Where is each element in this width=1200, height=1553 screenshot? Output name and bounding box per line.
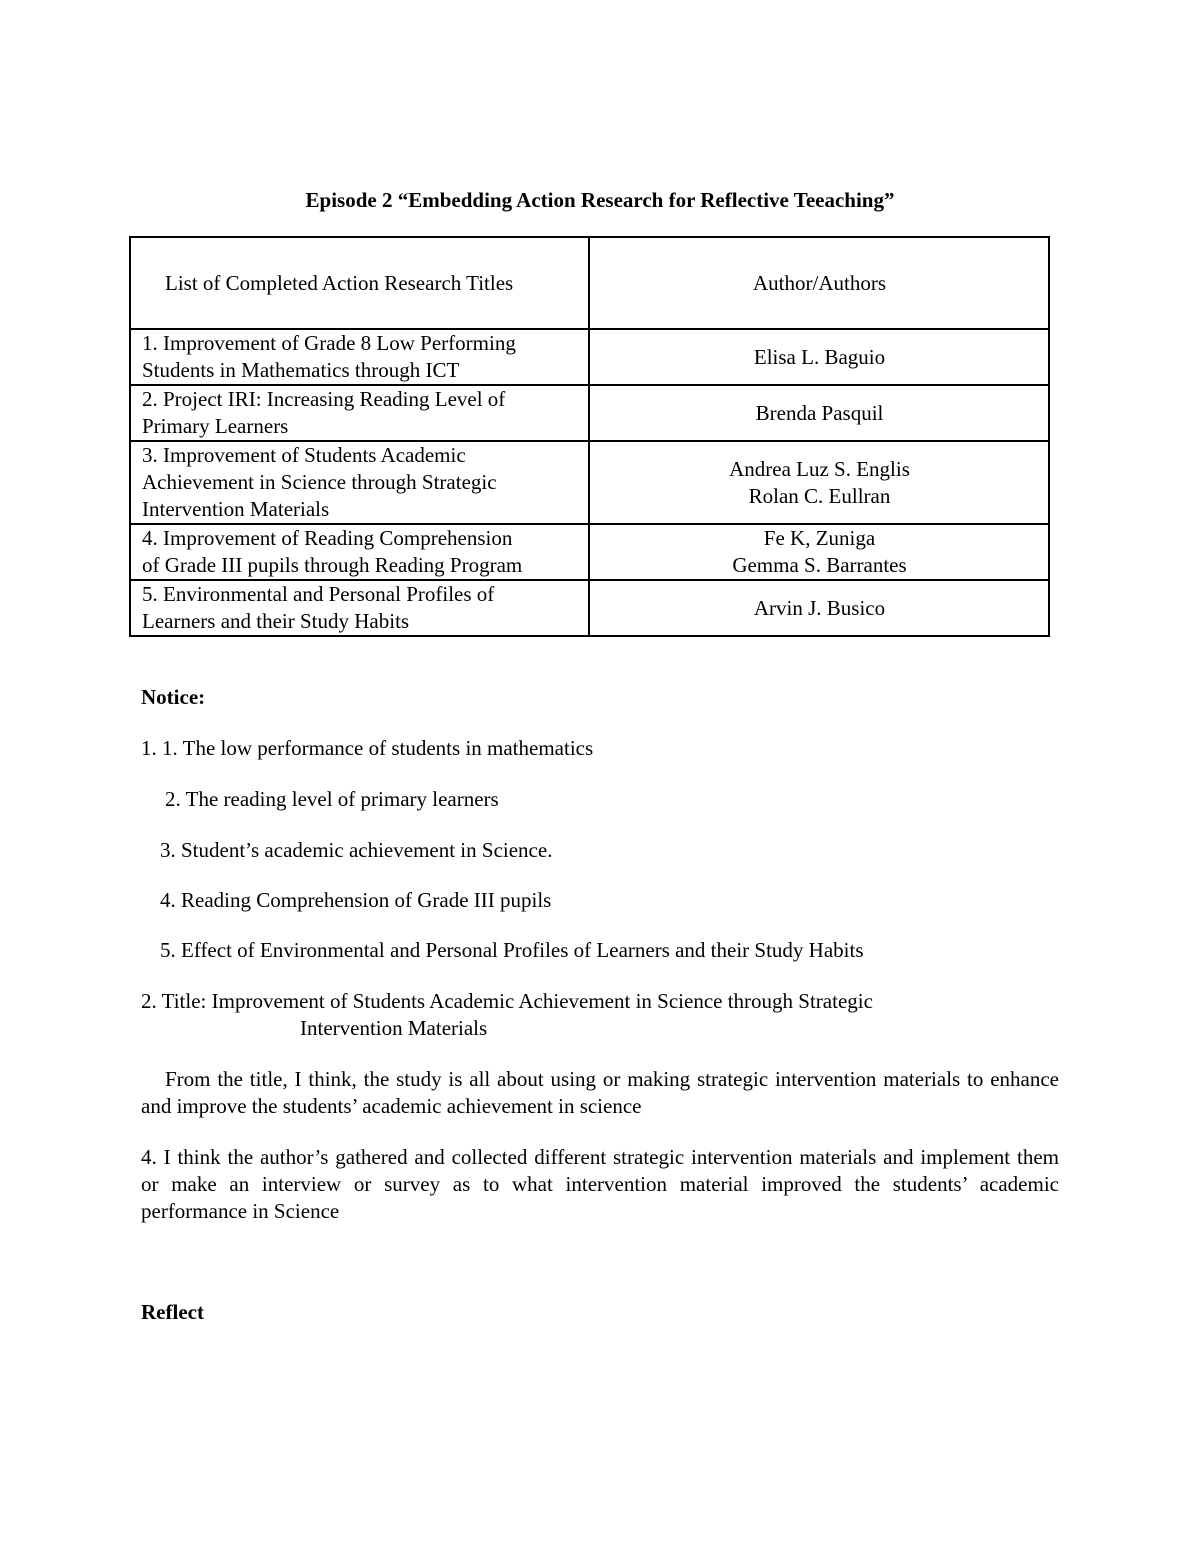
notice-item: 3. Student’s academic achievement in Science. <box>160 838 553 862</box>
paragraph-title-interpretation: From the title, I think, the study is all about using or making strategic intervention materials to enhance and improve the students’ academic achievement in science <box>141 1067 1059 1118</box>
item2-title-line: 2. Title: Improvement of Students Academic Achievement in Science through Strategic <box>141 989 873 1013</box>
title-line: 5. Environmental and Personal Profiles of <box>142 582 495 606</box>
table-row <box>130 580 1049 636</box>
author-cell <box>589 329 1049 385</box>
table-row <box>130 385 1049 441</box>
title-line: Achievement in Science through Strategic <box>142 470 497 494</box>
table-row <box>130 441 1049 524</box>
author-cell <box>589 385 1049 441</box>
title-line: 2. Project IRI: Increasing Reading Level of <box>142 387 506 411</box>
research-titles-table <box>129 236 1050 637</box>
title-line: of Grade III pupils through Reading Program <box>142 553 523 577</box>
title-line: 1. Improvement of Grade 8 Low Performing <box>142 331 516 355</box>
reflect-heading: Reflect <box>141 1300 204 1324</box>
author-name: Brenda Pasquil <box>755 400 884 425</box>
notice-item: 2. The reading level of primary learners <box>165 787 499 811</box>
table-header-row <box>130 237 1049 329</box>
notice-item: 4. Reading Comprehension of Grade III pupils <box>160 888 552 912</box>
research-title-cell <box>130 385 589 441</box>
table-row <box>130 329 1049 385</box>
author-name: Gemma S. Barrantes <box>732 553 907 577</box>
author-name: Andrea Luz S. Englis <box>729 456 910 481</box>
paragraph-author-method: 4. I think the author’s gathered and collected different strategic intervention materials and implement them or make an interview or survey as to what intervention material improved the students’ academic performance in Science <box>141 1145 1059 1223</box>
title-line: 3. Improvement of Students Academic <box>142 443 466 467</box>
author-name: Elisa L. Baguio <box>753 344 886 369</box>
title-line: Learners and their Study Habits <box>142 609 410 633</box>
author-name: Rolan C. Eullran <box>748 483 891 508</box>
item2-title-line: Intervention Materials <box>300 1016 488 1040</box>
document-title: Episode 2 “Embedding Action Research for Reflective Teeaching” <box>305 188 895 212</box>
title-line: Students in Mathematics through ICT <box>142 358 460 382</box>
title-line: Intervention Materials <box>142 497 330 521</box>
notice-item: 1. 1. The low performance of students in mathematics <box>141 736 594 760</box>
research-title-cell <box>130 524 589 580</box>
header-titles: List of Completed Action Research Titles <box>130 237 589 329</box>
author-cell <box>589 524 1049 580</box>
author-name: Fe K, Zuniga <box>763 526 876 550</box>
author-name: Arvin J. Busico <box>753 595 886 620</box>
title-line: Primary Learners <box>142 414 289 438</box>
research-title-cell <box>130 441 589 524</box>
author-cell <box>589 441 1049 524</box>
author-cell <box>589 580 1049 636</box>
table-row <box>130 524 1049 580</box>
research-title-cell <box>130 329 589 385</box>
notice-heading: Notice: <box>141 685 206 709</box>
title-line: 4. Improvement of Reading Comprehension <box>142 526 513 550</box>
research-title-cell <box>130 580 589 636</box>
notice-item: 5. Effect of Environmental and Personal Profiles of Learners and their Study Habits <box>160 938 864 962</box>
header-authors: Author/Authors <box>589 237 1049 329</box>
